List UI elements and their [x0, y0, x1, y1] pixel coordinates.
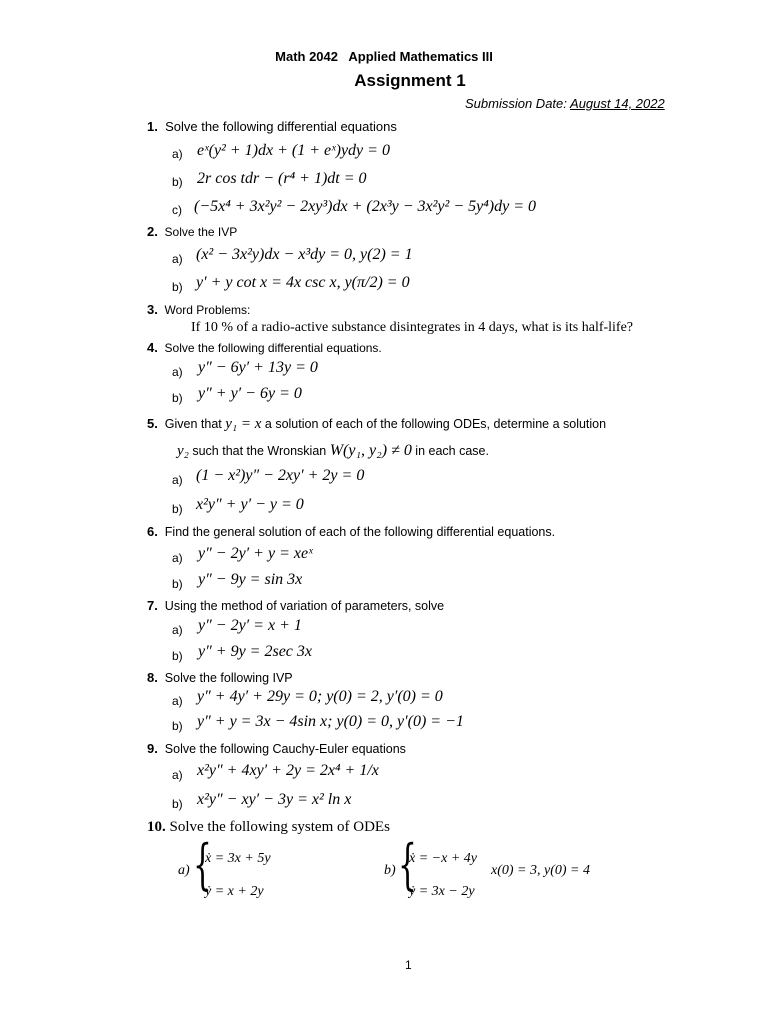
part-label: b)	[172, 797, 183, 811]
part-label: a)	[172, 694, 183, 708]
equation: y″ + 9y = 2sec 3x	[198, 643, 312, 660]
system-a-label: a)	[178, 863, 190, 878]
part-label: b)	[172, 649, 183, 663]
question-10	[147, 819, 390, 836]
question-number: 4.	[147, 340, 158, 355]
question-7	[147, 598, 444, 613]
part-label: a)	[172, 623, 183, 637]
left-brace-icon: {	[193, 833, 212, 896]
question-text: Solve the following differential equations.	[164, 341, 382, 355]
question-text-cont: a solution of each of the following ODEs, determine a solution	[264, 417, 607, 431]
second-solution: y₂	[177, 443, 189, 459]
part-label: b)	[172, 175, 183, 189]
question-8	[147, 670, 293, 685]
equation: y″ − 9y = sin 3x	[198, 571, 303, 588]
system-b-eq2: ẏ = 3x − 2y	[409, 884, 475, 899]
wronskian: W(y₁, y₂) ≠ 0	[329, 442, 412, 459]
part-label: a)	[172, 365, 183, 379]
part-label: a)	[172, 551, 183, 565]
equation: y″ − 6y′ + 13y = 0	[198, 359, 318, 376]
part-label: c)	[172, 203, 182, 217]
question-3	[147, 302, 250, 317]
question-number: 8.	[147, 670, 158, 685]
equation: (x² − 3x²y)dx − x³dy = 0, y(2) = 1	[196, 246, 413, 263]
question-5-line2	[177, 442, 489, 460]
equation: x²y″ + y′ − y = 0	[196, 496, 304, 513]
question-text: Solve the following system of ODEs	[169, 819, 390, 835]
question-number: 10.	[147, 819, 166, 835]
equation: eˣ(y² + 1)dx + (1 + eˣ)ydy = 0	[197, 142, 390, 159]
question-text: Find the general solution of each of the following differential equations.	[164, 525, 556, 539]
question-text: Solve the following Cauchy-Euler equations	[164, 742, 406, 756]
question-text: Word Problems:	[164, 303, 251, 317]
part-label: a)	[172, 252, 183, 266]
equation: x²y″ − xy′ − 3y = x² ln x	[197, 791, 352, 808]
part-label: b)	[172, 719, 183, 733]
question-4	[147, 340, 382, 355]
course-header	[0, 49, 768, 64]
part-label: b)	[172, 280, 183, 294]
submission-date: August 14, 2022	[570, 96, 665, 111]
question-text: Solve the following differential equations	[165, 119, 397, 134]
question-text: Using the method of variation of parameters, solve	[164, 599, 445, 613]
initial-conditions: x(0) = 3, y(0) = 4	[491, 863, 590, 878]
equation: y″ − 2y′ + y = xeˣ	[198, 545, 313, 562]
submission-label: Submission Date:	[465, 96, 567, 111]
assignment-title: Assignment 1	[354, 71, 466, 90]
question-text: Solve the following IVP	[164, 671, 293, 685]
page-number: 1	[405, 958, 412, 972]
question-9	[147, 741, 406, 756]
question-2	[147, 224, 237, 239]
question-6	[147, 524, 555, 539]
question-number: 9.	[147, 741, 158, 756]
part-label: b)	[172, 391, 183, 405]
equation: y″ + 4y′ + 29y = 0; y(0) = 2, y′(0) = 0	[197, 688, 443, 705]
system-b-eq1: ẋ = −x + 4y	[409, 851, 477, 866]
question-number: 2.	[147, 224, 158, 239]
system-a-eq1: ẋ = 3x + 5y	[205, 851, 271, 866]
part-label: a)	[172, 768, 183, 782]
part-label: b)	[172, 577, 183, 591]
question-text: Solve the IVP	[164, 225, 238, 239]
equation: (1 − x²)y″ − 2xy′ + 2y = 0	[196, 467, 365, 484]
part-label: b)	[172, 502, 183, 516]
question-number: 5.	[147, 416, 158, 431]
system-b-label: b)	[384, 863, 396, 878]
question-text-end: in each case.	[415, 444, 489, 458]
word-problem: If 10 % of a radio-active substance disintegrates in 4 days, what is its half-life?	[191, 320, 634, 335]
question-number: 6.	[147, 524, 158, 539]
question-number: 1.	[147, 119, 158, 134]
question-number: 3.	[147, 302, 158, 317]
question-text-cont: such that the Wronskian	[192, 444, 327, 458]
given-solution: y₁ = x	[225, 416, 262, 432]
equation: y′ + y cot x = 4x csc x, y(π/2) = 0	[196, 274, 410, 291]
equation: (−5x⁴ + 3x²y² − 2xy³)dx + (2x³y − 3x²y² − 5y⁴)dy = 0	[194, 198, 537, 215]
part-label: a)	[172, 147, 183, 161]
part-label: a)	[172, 473, 183, 487]
left-brace-icon: {	[398, 833, 417, 896]
equation: 2r cos tdr − (r⁴ + 1)dt = 0	[197, 170, 367, 187]
course-code: Math 2042	[275, 49, 339, 64]
question-1	[147, 119, 397, 134]
question-5	[147, 416, 606, 433]
equation: y″ − 2y′ = x + 1	[198, 617, 302, 634]
equation: x²y″ + 4xy′ + 2y = 2x⁴ + 1/x	[197, 762, 379, 779]
question-text: Given that	[164, 417, 222, 431]
equation: y″ + y = 3x − 4sin x; y(0) = 0, y′(0) = −1	[197, 713, 464, 730]
equation: y″ + y′ − 6y = 0	[198, 385, 302, 402]
question-number: 7.	[147, 598, 158, 613]
course-title: Applied Mathematics III	[348, 49, 493, 64]
submission-line	[465, 96, 665, 111]
system-a-eq2: ẏ = x + 2y	[205, 884, 264, 899]
